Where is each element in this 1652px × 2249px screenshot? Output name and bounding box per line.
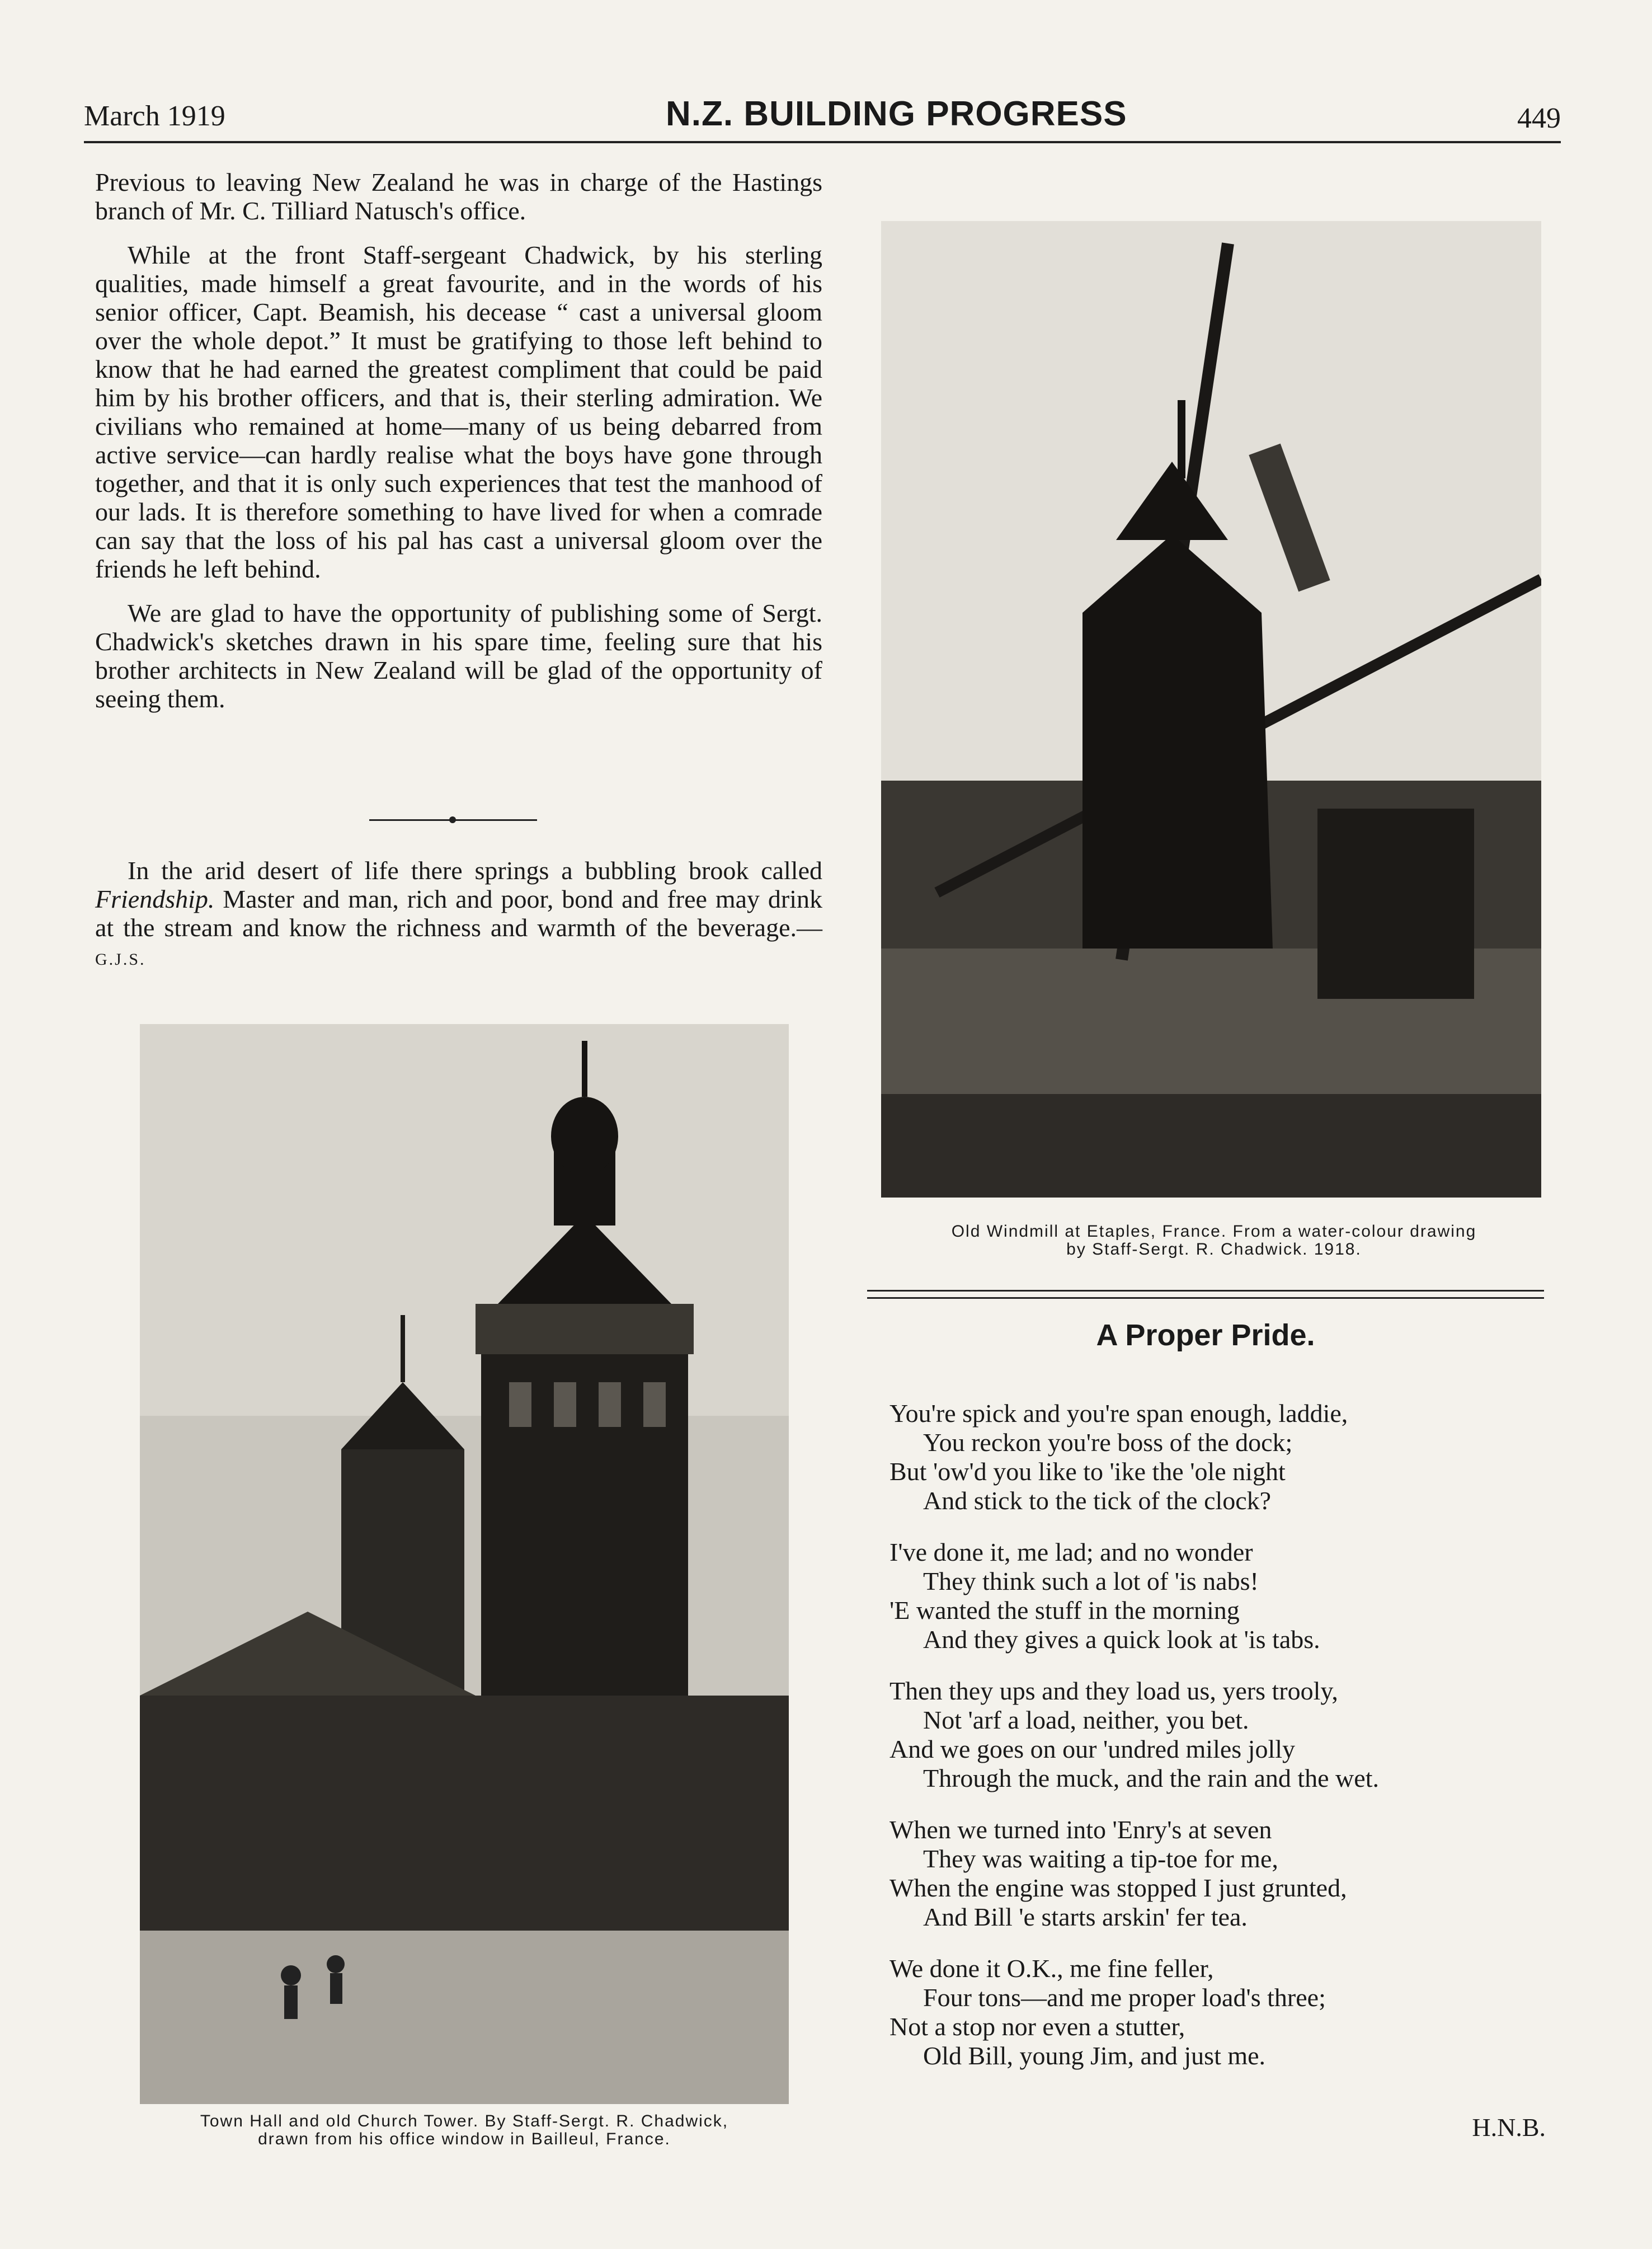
poem-line: They was waiting a tip-toe for me, bbox=[923, 1844, 1278, 1873]
poem-line: Not a stop nor even a stutter, bbox=[889, 2012, 1185, 2041]
windmill-sketch bbox=[881, 221, 1541, 1198]
masthead: N.Z. BUILDING PROGRESS bbox=[666, 95, 1127, 133]
poem-line: Old Bill, young Jim, and just me. bbox=[923, 2041, 1266, 2070]
friendship-quote bbox=[95, 856, 822, 989]
poem-line: Four tons—and me proper load's three; bbox=[923, 1983, 1326, 2012]
caption-line: Town Hall and old Church Tower. By Staff-Sergt. R. Chadwick, bbox=[200, 2112, 729, 2130]
town-hall-drawing bbox=[140, 1024, 789, 2104]
poem-stanza bbox=[889, 1954, 1561, 2070]
poem-line: 'E wanted the stuff in the morning bbox=[889, 1596, 1240, 1624]
poem-line: When the engine was stopped I just grunted, bbox=[889, 1874, 1347, 1902]
windmill-caption bbox=[867, 1223, 1561, 1259]
poem-line: We done it O.K., me fine feller, bbox=[889, 1954, 1214, 1983]
poem-line: And Bill 'e starts arskin' fer tea. bbox=[923, 1903, 1248, 1931]
poem-line: They think such a lot of 'is nabs! bbox=[923, 1567, 1259, 1595]
poem-rule bbox=[867, 1297, 1544, 1299]
caption-line: Old Windmill at Etaples, France. From a water-colour drawing bbox=[951, 1222, 1477, 1241]
town-hall-sketch bbox=[140, 1024, 789, 2104]
poem bbox=[889, 1399, 1561, 2093]
poem-line: And we goes on our 'undred miles jolly bbox=[889, 1735, 1296, 1763]
poem-line: But 'ow'd you like to 'ike the 'ole night bbox=[889, 1457, 1286, 1486]
article-column bbox=[95, 168, 822, 729]
poem-stanza bbox=[889, 1399, 1561, 1515]
article-paragraph: Previous to leaving New Zealand he was in charge of the Hastings branch of Mr. C. Tilliard Natusch's office. bbox=[95, 168, 822, 225]
poem-stanza bbox=[889, 1538, 1561, 1654]
poem-stanza bbox=[889, 1677, 1561, 1793]
caption-line: drawn from his office window in Bailleul, France. bbox=[258, 2130, 671, 2148]
poem-line: And they gives a quick look at 'is tabs. bbox=[923, 1625, 1320, 1654]
caption-line: by Staff-Sergt. R. Chadwick. 1918. bbox=[1066, 1240, 1362, 1259]
town-hall-caption bbox=[112, 2112, 817, 2148]
quote-text: In the arid desert of life there springs a bubbling brook called bbox=[128, 856, 822, 885]
poem-line: Through the muck, and the rain and the wet. bbox=[923, 1764, 1379, 1792]
article-paragraph: We are glad to have the opportunity of publishing some of Sergt. Chadwick's sketches drawn in his spare time, feeling sure that his brother architects in New Zealand will be glad of the opportunity of seeing them. bbox=[95, 599, 822, 713]
quote-signature: G.J.S. bbox=[95, 950, 146, 969]
poem-rule bbox=[867, 1290, 1544, 1292]
issue-date: March 1919 bbox=[84, 100, 225, 132]
section-divider bbox=[369, 814, 537, 825]
header-rule bbox=[84, 141, 1561, 143]
quote-emphasis: Friendship. bbox=[95, 885, 215, 913]
poem-line: You're spick and you're span enough, laddie, bbox=[889, 1399, 1348, 1428]
poem-line: You reckon you're boss of the dock; bbox=[923, 1428, 1293, 1457]
article-paragraph: While at the front Staff-sergeant Chadwick, by his sterling qualities, made himself a great favourite, and in the words of his senior officer, Capt. Beamish, his decease “ cast a universal gloom over the whole depot.” It must be gratifying to those left behind to know that he had earned the greatest compliment that could be paid him by his brother officers, and that is, their sterling admiration. We civilians who remained at home—many of us being debarred from active service—can hardly realise what the boys have gone through together, and that it is only such experiences that test the manhood of our lads. It is therefore something to have lived for when a comrade can say that the loss of his pal has cast a universal gloom over the friends he left behind. bbox=[95, 241, 822, 583]
poem-line: And stick to the tick of the clock? bbox=[923, 1486, 1272, 1515]
page-number: 449 bbox=[1517, 102, 1561, 134]
poem-line: I've done it, me lad; and no wonder bbox=[889, 1538, 1253, 1566]
poem-stanza bbox=[889, 1815, 1561, 1932]
poem-line: Not 'arf a load, neither, you bet. bbox=[923, 1706, 1249, 1734]
page-header bbox=[84, 94, 1561, 144]
poem-line: When we turned into 'Enry's at seven bbox=[889, 1815, 1272, 1844]
poem-title: A Proper Pride. bbox=[1096, 1318, 1315, 1352]
poem-line: Then they ups and they load us, yers trooly, bbox=[889, 1677, 1338, 1705]
quote-paragraph bbox=[95, 856, 822, 974]
windmill-drawing bbox=[881, 221, 1541, 1198]
quote-text-end: Master and man, rich and poor, bond and free may drink at the stream and know the richness and warmth of the beverage.— bbox=[95, 885, 822, 942]
poem-signature: H.N.B. bbox=[1472, 2113, 1546, 2142]
